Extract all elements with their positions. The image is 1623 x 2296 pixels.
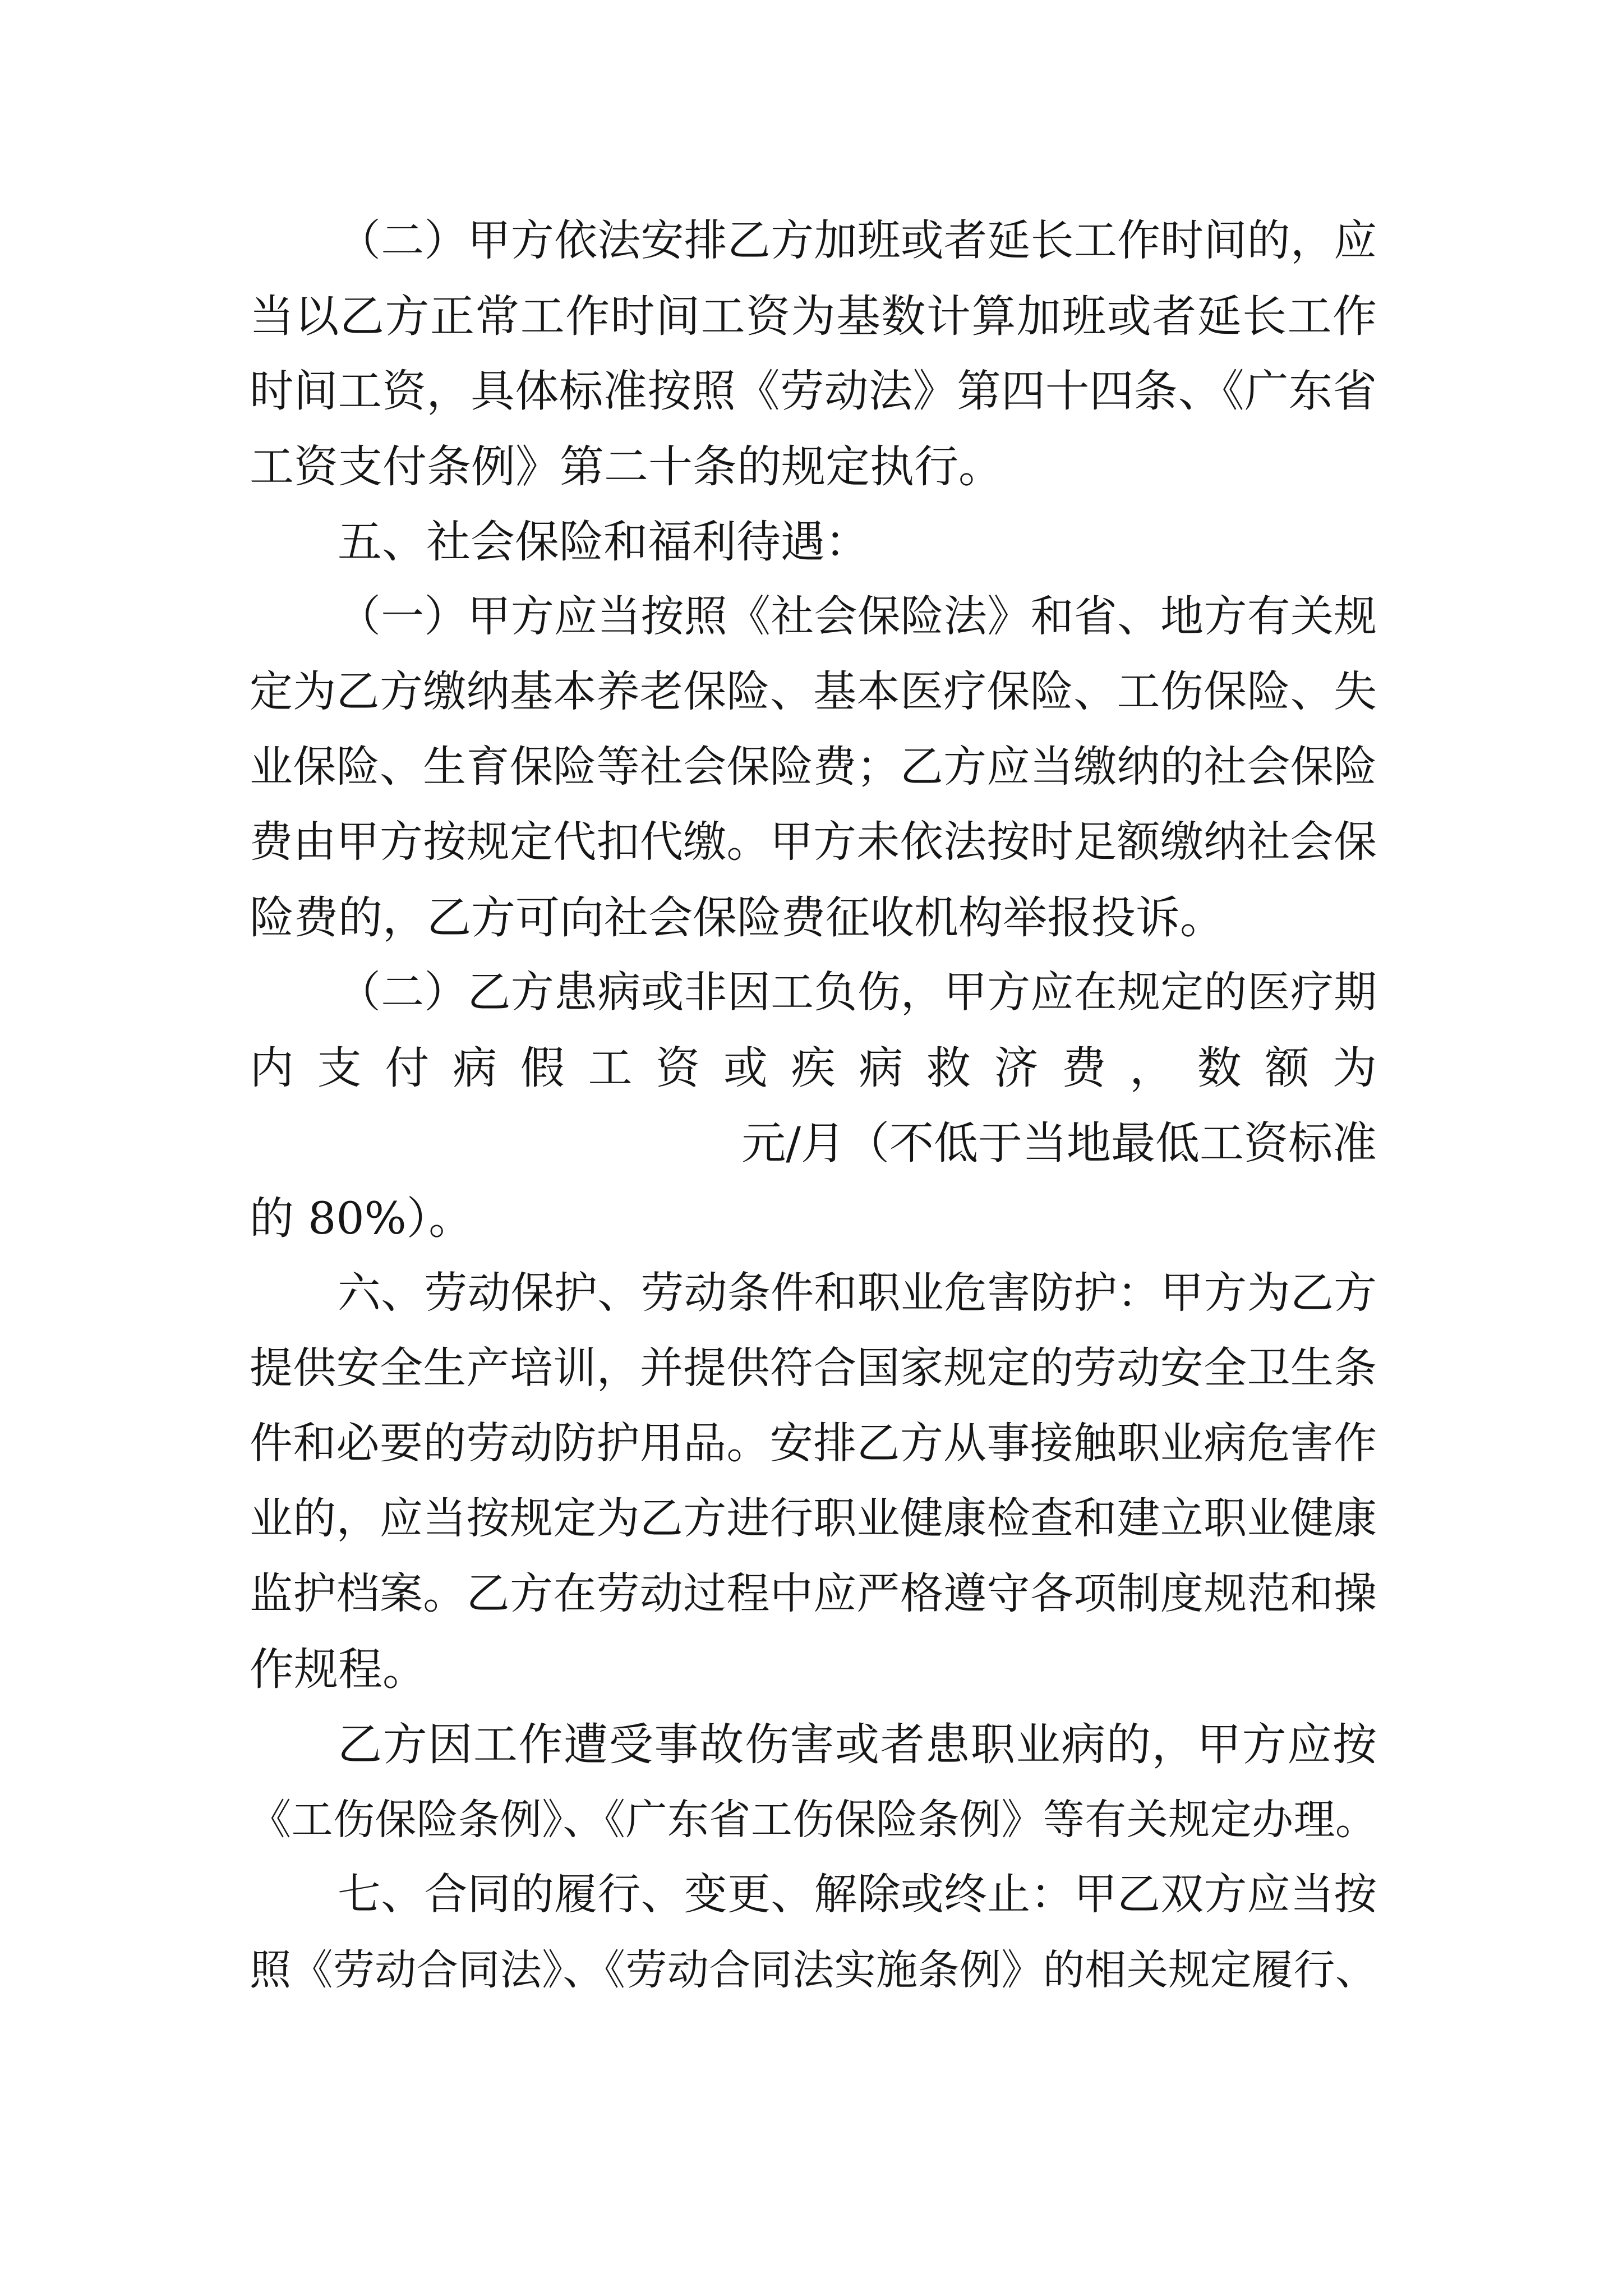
paragraph-line: 内支付病假工资或疾病救济费，数额为 (250, 1042, 1377, 1094)
paragraph-line: 险费的，乙方可向社会保险费征收机构举报投诉。 (250, 892, 1224, 944)
paragraph-line: 的 80%）。 (250, 1193, 473, 1244)
paragraph-line: 七、合同的履行、变更、解除或终止：甲乙双方应当按 (338, 1870, 1377, 1920)
paragraph-line: 《工伤保险条例》、《广东省工伤保险条例》等有关规定办理。 (250, 1796, 1377, 1844)
paragraph-line: 作规程。 (250, 1644, 427, 1695)
paragraph-line: 元/月（不低于当地最低工资标准 (741, 1117, 1377, 1169)
paragraph-line: 业的，应当按规定为乙方进行职业健康检查和建立职业健康 (250, 1494, 1377, 1544)
paragraph-line: （二）乙方患病或非因工负伤，甲方应在规定的医疗期 (338, 968, 1377, 1018)
paragraph-line: 照《劳动合同法》、《劳动合同法实施条例》的相关规定履行、 (250, 1946, 1377, 1994)
paragraph-line: （二）甲方依法安排乙方加班或者延长工作时间的，应 (338, 216, 1377, 266)
paragraph-line: 乙方因工作遭受事故伤害或者患职业病的，甲方应按 (338, 1719, 1377, 1770)
paragraph-line: 业保险、生育保险等社会保险费；乙方应当缴纳的社会保险 (250, 742, 1377, 792)
paragraph-line: 六、劳动保护、劳动条件和职业危害防护：甲方为乙方 (338, 1268, 1377, 1318)
paragraph-line: （一）甲方应当按照《社会保险法》和省、地方有关规 (338, 592, 1377, 642)
paragraph-line: 当以乙方正常工作时间工资为基数计算加班或者延长工作 (250, 291, 1377, 342)
paragraph-line: 时间工资，具体标准按照《劳动法》第四十四条、《广东省 (250, 366, 1377, 417)
paragraph-line: 件和必要的劳动防护用品。安排乙方从事接触职业病危害作 (250, 1419, 1377, 1469)
paragraph-line: 监护档案。乙方在劳动过程中应严格遵守各项制度规范和操 (250, 1569, 1377, 1619)
section-heading: 五、社会保险和福利待遇： (338, 516, 869, 568)
paragraph-line: 定为乙方缴纳基本养老保险、基本医疗保险、工伤保险、失 (250, 667, 1377, 717)
paragraph-line: 费由甲方按规定代扣代缴。甲方未依法按时足额缴纳社会保 (250, 817, 1377, 867)
paragraph-line: 提供安全生产培训，并提供符合国家规定的劳动安全卫生条 (250, 1343, 1377, 1393)
paragraph-line: 工资支付条例》第二十条的规定执行。 (250, 441, 1003, 493)
